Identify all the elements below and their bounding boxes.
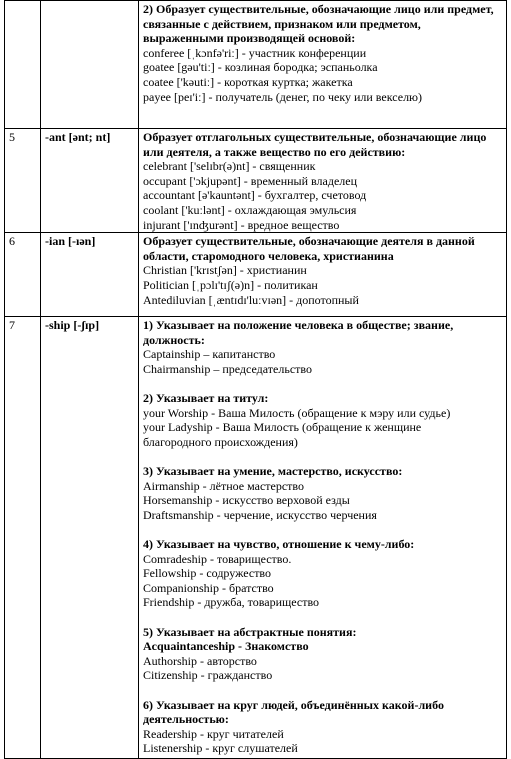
example-item: благородного происхождения): [143, 434, 298, 449]
example-item: Listenership - круг слушателей: [143, 741, 298, 756]
row-description: [139, 1, 507, 129]
example-item: Airmanship - лётное мастерство: [143, 478, 304, 493]
example-item: Christian ['krɪstʃən] - христианин: [143, 263, 307, 278]
example-item: accountant [ə'kauntənt] - бухгалтер, счетовод: [143, 188, 367, 203]
example-item: Captainship – капитанство: [143, 347, 276, 362]
table-row: [5, 317, 507, 759]
example-item: coatee ['kəutiː] - короткая куртка; жакетка: [143, 74, 353, 89]
example-item: payee [peɪ'iː] - получатель (денег, по чеку или векселю): [143, 89, 423, 104]
example-item: Antediluvian [ˌæntɪdɪ'luːvɪən] - допотопный: [143, 292, 359, 307]
spacer: [143, 450, 503, 465]
example-item: goatee [gəu'tiː] - козлиная бородка; эспаньолка: [143, 60, 378, 75]
example-item: Horsemanship - искусство верховой езды: [143, 493, 350, 508]
row-suffix: -ship [-ʃɪp]: [41, 317, 139, 759]
example-item: conferee [ˌkɔnfə'riː] - участник конференции: [143, 45, 367, 60]
row-description: [139, 317, 507, 759]
row-description: [139, 129, 507, 233]
block-heading: 3) Указывает на умение, мастерство, искусство:: [143, 464, 403, 479]
example-item: Chairmanship – председательство: [143, 361, 312, 376]
example-item: Companionship - братство: [143, 580, 274, 595]
block-heading: 4) Указывает на чувство, отношение к чему-либо:: [143, 537, 415, 552]
row-suffix: [41, 1, 139, 129]
table-row: [5, 233, 507, 317]
example-item: Friendship - дружба, товарищество: [143, 595, 320, 610]
row-number: 7: [5, 317, 41, 759]
row-description: [139, 233, 507, 317]
example-item: Citizenship - гражданство: [143, 668, 273, 683]
example-item: Authorship - авторство: [143, 653, 257, 668]
row-suffix: -ian [-ıən]: [41, 233, 139, 317]
table-row: [5, 1, 507, 129]
example-item: celebrant ['selɪbr(ə)nt] - священник: [143, 159, 316, 174]
table-row: [5, 129, 507, 233]
block-heading: 6) Указывает на круг людей, объединённых какой-либо деятельностью:: [143, 697, 444, 727]
example-item: coolant ['kuːlənt] - охлаждающая эмульсия: [143, 202, 357, 217]
row-number: [5, 1, 41, 129]
example-item: your Ladyship - Ваша Милость (обращение к женщине: [143, 420, 422, 435]
example-item: Fellowship - содружество: [143, 566, 272, 581]
example-item-bold: Acquaintanceship - Знакомство: [143, 639, 309, 654]
example-item: injurant ['ɪnʤurənt] - вредное вещество: [143, 217, 340, 232]
spacer: [143, 683, 503, 698]
block-heading: Образует существительные, обозначающие деятеля в данной области, старомодного человека, христианина: [143, 234, 475, 263]
example-item: Draftsmanship - черчение, искусство черчения: [143, 507, 377, 522]
suffix-table: [4, 0, 507, 759]
block-heading: 2) Указывает на титул:: [143, 391, 269, 406]
block-heading: Образует отглагольных существительные, обозначающие лицо или деятеля, а также вещество по его действию:: [143, 130, 487, 159]
example-item: your Worship - Ваша Милость (обращение к мэру или судье): [143, 405, 451, 420]
block-heading: 5) Указывает на абстрактные понятия:: [143, 624, 357, 639]
example-item: occupant ['ɔkjupənt] - временный владелец: [143, 173, 358, 188]
block-heading: 1) Указывает на положение человека в обществе; звание, должность:: [143, 318, 454, 347]
spacer: [143, 522, 503, 537]
example-item: Politician [ˌpɔlɪ'tɪʃ(ə)n] - политикан: [143, 277, 318, 292]
row-number: 5: [5, 129, 41, 233]
block-heading: 2) Образует существительные, обозначающие лицо или предмет, связанные с действием, признаком или предметом, выраженными производящей основой:: [143, 2, 494, 46]
example-item: Readership - круг читателей: [143, 726, 284, 741]
spacer: [143, 610, 503, 625]
row-number: 6: [5, 233, 41, 317]
row-suffix: -ant [ənt; nt]: [41, 129, 139, 233]
spacer: [143, 377, 503, 392]
example-item: Comradeship - товарищество.: [143, 551, 292, 566]
